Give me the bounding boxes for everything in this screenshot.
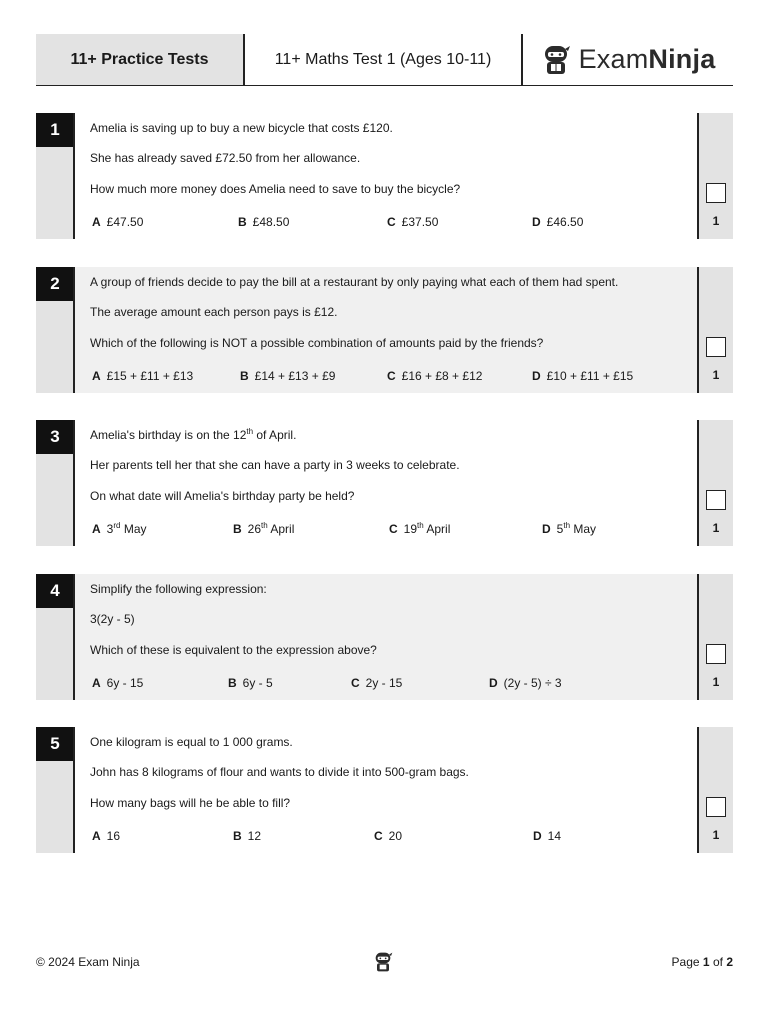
brand-name-light: Exam [578,44,649,74]
question-text: One kilogram is equal to 1 000 grams. [90,735,293,749]
mark-column [699,420,733,546]
answer-options [75,215,697,231]
question-number: 5 [36,727,74,761]
option-b: B 6y - 5 [228,676,273,690]
answer-options [75,522,697,538]
question-text: She has already saved £72.50 from her allowance. [90,151,361,165]
option-d: D 14 [533,829,562,843]
ninja-icon [541,44,571,76]
option-b: B 12 [233,829,262,843]
page-header [36,34,733,86]
answer-options [75,369,697,385]
question-prompt: How much more money does Amelia need to save to buy the bicycle? [90,182,461,196]
question-5 [36,727,733,853]
footer-copyright: © 2024 Exam Ninja [36,955,140,969]
question-body [75,420,697,546]
mark-value: 1 [712,828,720,842]
option-b: B £48.50 [238,215,290,229]
question-text: Amelia's birthday is on the 12th of April. [90,427,297,442]
question-4 [36,574,733,700]
answer-box[interactable] [706,490,726,510]
option-a: A 16 [92,829,121,843]
page-total: 2 [726,955,733,969]
question-text: Amelia is saving up to buy a new bicycle that costs £120. [90,121,393,135]
question-number: 1 [36,113,74,147]
question-text: John has 8 kilograms of flour and wants to divide it into 500-gram bags. [90,765,469,779]
mark-value: 1 [712,214,720,228]
answer-box[interactable] [706,797,726,817]
mark-column [699,727,733,853]
expression: 3(2y - 5) [90,612,135,626]
option-d: D £46.50 [532,215,584,229]
question-prompt: On what date will Amelia's birthday party be held? [90,489,355,503]
header-series-title: 11+ Practice Tests [36,34,245,85]
answer-box[interactable] [706,337,726,357]
answer-box[interactable] [706,644,726,664]
brand-logo [523,34,733,85]
question-number: 4 [36,574,74,608]
option-a: A £15 + £11 + £13 [92,369,194,383]
mark-value: 1 [712,675,720,689]
question-body [75,574,697,700]
question-body [75,113,697,239]
mark-value: 1 [712,368,720,382]
question-prompt: How many bags will he be able to fill? [90,796,291,810]
question-1 [36,113,733,239]
option-b: B £14 + £13 + £9 [240,369,336,383]
option-c: C 20 [374,829,403,843]
option-c: C £37.50 [387,215,439,229]
question-text: Her parents tell her that she can have a party in 3 weeks to celebrate. [90,458,460,472]
option-d: D (2y - 5) ÷ 3 [489,676,562,690]
question-number: 3 [36,420,74,454]
question-body [75,267,697,393]
ninja-icon [373,951,393,973]
option-a: A 6y - 15 [92,676,144,690]
page-indicator: Page 1 of 2 [671,955,733,969]
option-a: A £47.50 [92,215,144,229]
answer-options [75,829,697,845]
question-2 [36,267,733,393]
answer-box[interactable] [706,183,726,203]
question-prompt: Which of the following is NOT a possible combination of amounts paid by the friends? [90,336,544,350]
option-b: B 26th April [233,521,295,536]
option-c: C 19th April [389,521,451,536]
mark-column [699,113,733,239]
answer-options [75,676,697,692]
page-current: 1 [702,955,710,969]
question-prompt: Which of these is equivalent to the expression above? [90,643,377,657]
mark-column [699,267,733,393]
option-d: D £10 + £11 + £15 [532,369,634,383]
option-c: C £16 + £8 + £12 [387,369,483,383]
question-text: A group of friends decide to pay the bill at a restaurant by only paying what each of them had spent. [90,275,619,289]
option-a: A 3rd May [92,521,147,536]
mark-value: 1 [712,521,720,535]
question-text: The average amount each person pays is £12. [90,305,338,319]
footer-logo [373,951,393,978]
option-d: D 5th May [542,521,597,536]
header-test-title: 11+ Maths Test 1 (Ages 10-11) [245,34,523,85]
brand-name-bold: Ninja [648,44,716,74]
mark-column [699,574,733,700]
question-text: Simplify the following expression: [90,582,267,596]
question-3 [36,420,733,546]
brand-name [579,44,716,75]
question-number: 2 [36,267,74,301]
question-body [75,727,697,853]
option-c: C 2y - 15 [351,676,403,690]
